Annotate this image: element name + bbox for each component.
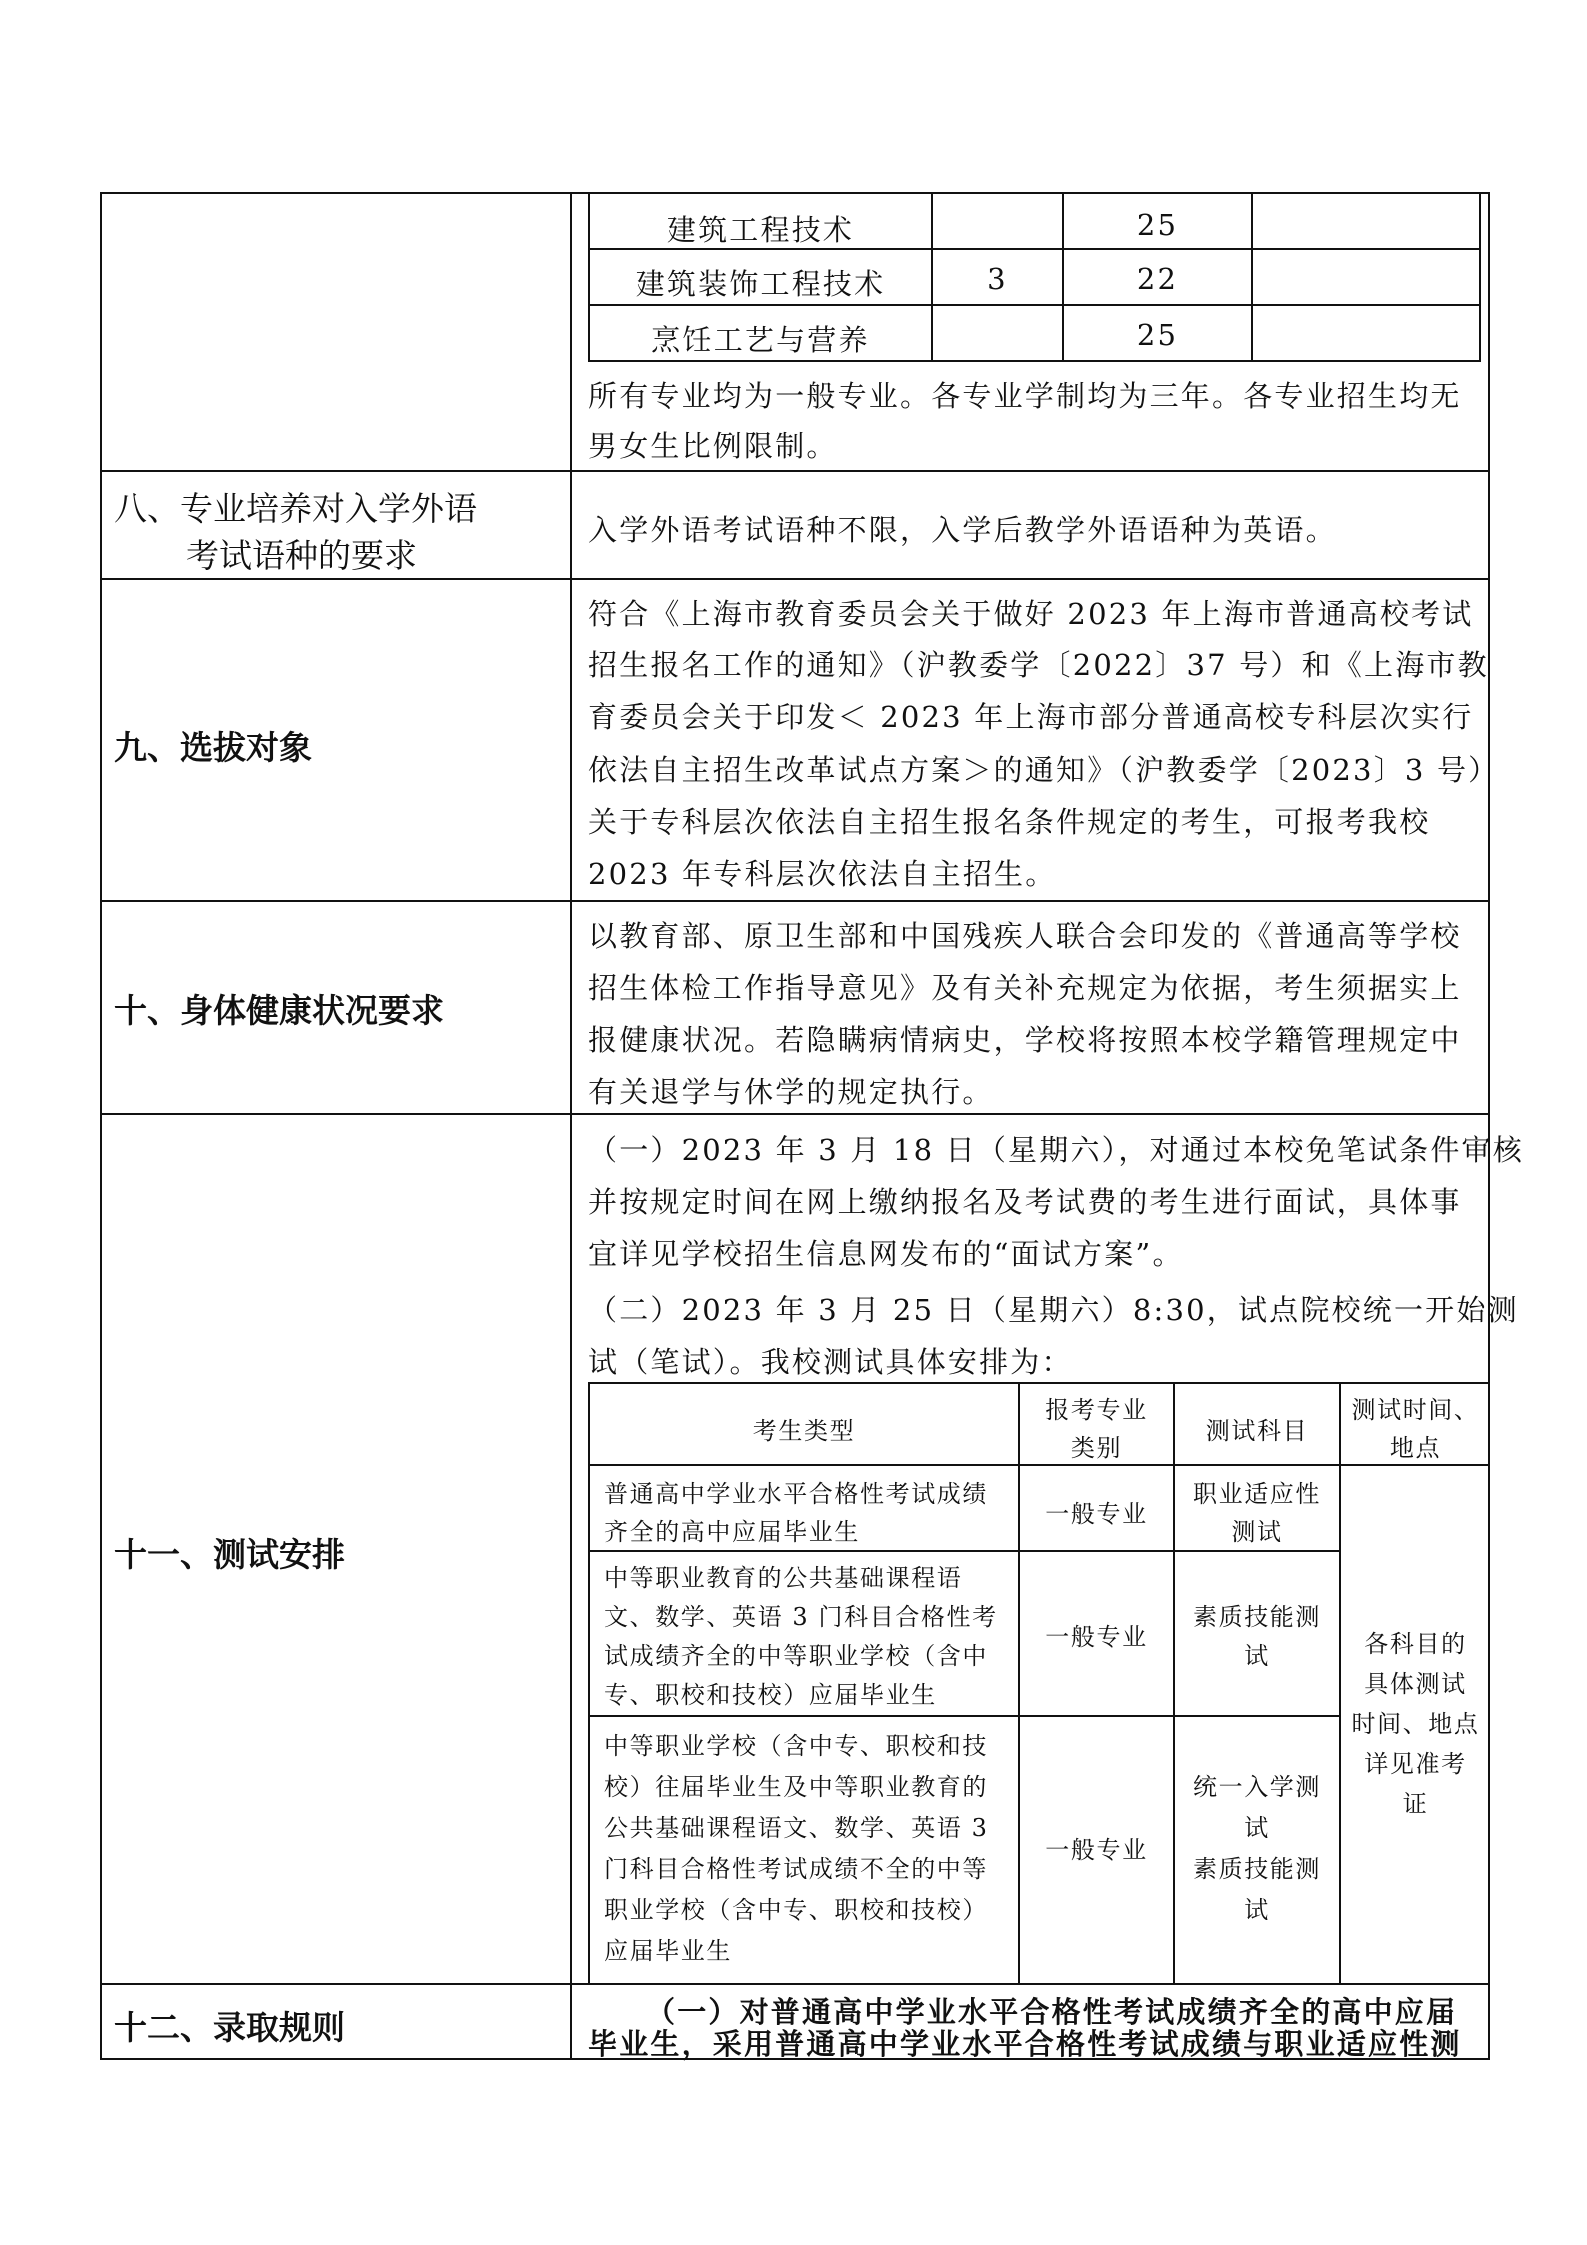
major-name-cell: 建筑工程技术	[666, 213, 855, 247]
test-table-line	[588, 1550, 1340, 1552]
row-divider-8	[100, 470, 1490, 472]
header-test-time: 地点	[1389, 1434, 1442, 1462]
section-9-line: 2023 年专科层次依法自主招生。	[588, 857, 1057, 891]
header-major-category: 类别	[1070, 1434, 1123, 1462]
section-10-line: 报健康状况。若隐瞒病情病史，学校将按照本校学籍管理规定中	[588, 1023, 1462, 1057]
section-9-line: 符合《上海市教育委员会关于做好 2023 年上海市普通高校考试	[588, 597, 1474, 631]
section-10-label: 十、身体健康状况要求	[114, 991, 444, 1030]
section-9-line: 依法自主招生改革试点方案＞的通知》（沪教委学〔2023〕3 号）	[588, 753, 1500, 787]
section-11-line: （一）2023 年 3 月 18 日（星期六），对通过本校免笔试条件审核	[588, 1133, 1524, 1167]
major-quota-cell: 25	[1136, 318, 1179, 352]
section-12-label: 十二、录取规则	[114, 2008, 345, 2047]
section-11-line: （二）2023 年 3 月 25 日（星期六）8:30，试点院校统一开始测	[588, 1293, 1519, 1327]
candidate-type-cell: 应届毕业生	[604, 1937, 732, 1965]
major-category-cell: 一般专业	[1045, 1623, 1148, 1651]
row-divider-9	[100, 578, 1490, 580]
test-table-line	[588, 1715, 1340, 1717]
major-table-line	[1251, 192, 1253, 362]
section-11-line: 并按规定时间在网上缴纳报名及考试费的考生进行面试，具体事	[588, 1185, 1462, 1219]
test-table-line	[588, 1464, 1490, 1466]
row-divider-10	[100, 900, 1490, 902]
frame-left-line	[100, 192, 102, 2059]
section-10-line: 有关退学与休学的规定执行。	[588, 1075, 994, 1109]
section-9-line: 关于专科层次依法自主招生报名条件规定的考生，可报考我校	[588, 805, 1431, 839]
major-table-line	[1479, 192, 1481, 362]
header-test-time: 测试时间、	[1351, 1396, 1480, 1424]
test-subject-cell: 统一入学测	[1193, 1773, 1321, 1801]
candidate-type-cell: 校）往届毕业生及中等职业教育的	[604, 1773, 988, 1801]
frame-top-line	[100, 192, 1490, 194]
test-table-line	[1018, 1382, 1020, 1983]
test-subject-cell: 试	[1244, 1814, 1270, 1842]
test-time-merged-cell: 时间、地点	[1351, 1710, 1480, 1738]
section-11-line: 试（笔试）。我校测试具体安排为：	[588, 1345, 1073, 1379]
major-years-cell: 3	[987, 262, 1008, 296]
label-column-divider	[570, 192, 572, 2059]
test-table-line	[588, 1382, 1490, 1384]
section-10-line: 以教育部、原卫生部和中国残疾人联合会印发的《普通高等学校	[588, 919, 1462, 953]
section-9-line: 招生报名工作的通知》（沪教委学〔2022〕37 号）和《上海市教	[588, 648, 1489, 682]
major-name-cell: 烹饪工艺与营养	[651, 323, 870, 357]
test-time-merged-cell: 详见准考	[1364, 1750, 1467, 1778]
test-subject-cell: 素质技能测	[1193, 1603, 1321, 1631]
header-test-subject: 测试科目	[1205, 1417, 1309, 1445]
test-time-merged-cell: 各科目的	[1364, 1630, 1467, 1658]
test-subject-cell: 素质技能测	[1193, 1855, 1321, 1883]
candidate-type-cell: 齐全的高中应届毕业生	[604, 1518, 860, 1546]
row-divider-11	[100, 1113, 1490, 1115]
major-quota-cell: 25	[1136, 208, 1179, 242]
candidate-type-cell: 试成绩齐全的中等职业学校（含中	[604, 1642, 988, 1670]
candidate-type-cell: 公共基础课程语文、数学、英语 3	[604, 1814, 989, 1842]
test-subject-cell: 职业适应性	[1193, 1480, 1321, 1508]
section-11-line: 宜详见学校招生信息网发布的“面试方案”。	[588, 1237, 1184, 1271]
section-8-content: 入学外语考试语种不限，入学后教学外语语种为英语。	[588, 513, 1337, 547]
candidate-type-cell: 中等职业教育的公共基础课程语	[604, 1564, 963, 1592]
candidate-type-cell: 普通高中学业水平合格性考试成绩	[604, 1480, 988, 1508]
test-subject-cell: 试	[1244, 1642, 1270, 1670]
candidate-type-cell: 中等职业学校（含中专、职校和技	[604, 1732, 988, 1760]
candidate-type-cell: 职业学校（含中专、职校和技校）	[604, 1896, 988, 1924]
section-8-label: 考试语种的要求	[186, 536, 417, 575]
header-major-category: 报考专业	[1045, 1396, 1148, 1424]
test-subject-cell: 试	[1244, 1896, 1270, 1924]
section-8-label: 八、专业培养对入学外语	[114, 489, 477, 528]
section-12-line: （一）对普通高中学业水平合格性考试成绩齐全的高中应届	[646, 1995, 1458, 2029]
major-category-cell: 一般专业	[1045, 1836, 1148, 1864]
candidate-type-cell: 文、数学、英语 3 门科目合格性考	[604, 1603, 998, 1631]
section-11-label: 十一、测试安排	[114, 1535, 345, 1574]
test-time-merged-cell: 具体测试	[1364, 1670, 1467, 1698]
test-time-merged-cell: 证	[1402, 1790, 1429, 1818]
major-table-line	[588, 360, 1481, 362]
candidate-type-cell: 门科目合格性考试成绩不全的中等	[604, 1855, 988, 1883]
candidate-type-cell: 专、职校和技校）应届毕业生	[604, 1681, 937, 1709]
major-quota-cell: 22	[1136, 262, 1179, 296]
header-candidate-type: 考生类型	[752, 1417, 856, 1445]
test-subject-cell: 测试	[1231, 1518, 1283, 1546]
row-divider-12	[100, 1983, 1490, 1985]
section-9-line: 育委员会关于印发＜ 2023 年上海市部分普通高校专科层次实行	[588, 700, 1474, 734]
section-9-label: 九、选拔对象	[114, 728, 312, 767]
major-table-line	[588, 304, 1481, 306]
section-12-line: 毕业生，采用普通高中学业水平合格性考试成绩与职业适应性测	[588, 2027, 1462, 2061]
major-note-line: 男女生比例限制。	[588, 429, 838, 463]
section-10-line: 招生体检工作指导意见》及有关补充规定为依据，考生须据实上	[588, 971, 1462, 1005]
major-name-cell: 建筑装饰工程技术	[635, 267, 886, 301]
test-table-line	[588, 1382, 590, 1983]
major-note-line: 所有专业均为一般专业。各专业学制均为三年。各专业招生均无	[588, 379, 1462, 413]
major-category-cell: 一般专业	[1045, 1500, 1148, 1528]
